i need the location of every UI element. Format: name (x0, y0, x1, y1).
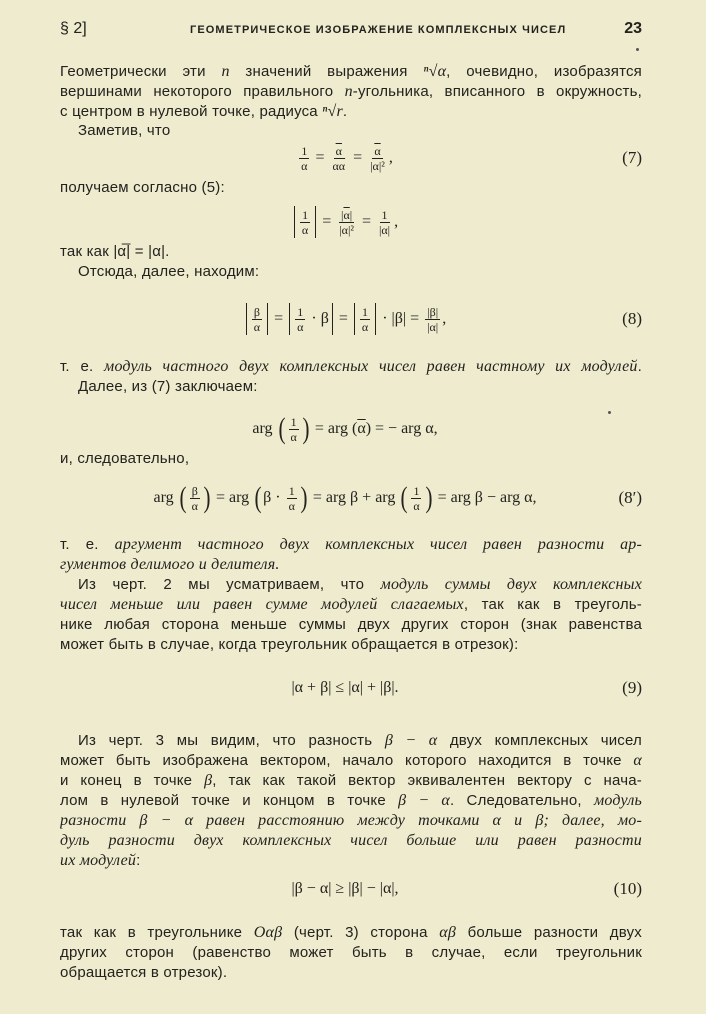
denominator (411, 499, 421, 513)
conjugate-symbol: $\overline{\alpha}$ (343, 207, 350, 222)
text: получаем согласно (5): (60, 179, 225, 196)
text: , очевидно, изобразятся (446, 63, 642, 80)
italic-text: n (221, 63, 230, 80)
denominator (337, 223, 356, 237)
math-text: α (413, 498, 420, 513)
text: обращается в отрезок). (60, 964, 228, 981)
numerator (299, 144, 309, 159)
math-text: α (253, 319, 261, 334)
text: , так как в треуголь- (463, 596, 642, 613)
text: Геометрически эти (60, 63, 222, 80)
math-text: |α|² (370, 158, 385, 173)
equation-number: (9) (622, 678, 642, 697)
equation (60, 200, 630, 244)
text-line (60, 751, 642, 771)
denominator (289, 430, 299, 444)
page-number: 23 (624, 20, 642, 37)
absolute-value (294, 206, 316, 238)
math-text: arg (252, 420, 277, 437)
text-line (60, 242, 642, 262)
denominator (368, 159, 387, 173)
math-text: = (334, 310, 352, 327)
denominator (252, 320, 262, 334)
math-text: , (442, 310, 447, 327)
right-paren: ) (302, 412, 310, 445)
math-text: = arg β − arg α, (433, 489, 537, 506)
numerator (287, 484, 297, 499)
text-line (60, 635, 642, 655)
numerator (411, 484, 421, 499)
fraction (299, 144, 309, 173)
text: больше разности двух (456, 924, 642, 941)
math-text: β (253, 304, 260, 319)
text-line (60, 923, 642, 943)
text-line (60, 449, 642, 469)
absolute-value (354, 303, 376, 335)
text: может быть изображена вектором, начало которого находится в точке (60, 752, 634, 769)
text-line (60, 178, 642, 198)
text-line (60, 831, 642, 851)
italic-text: αβ (439, 924, 457, 941)
text: : (136, 852, 141, 869)
text: так как в треугольнике (60, 924, 254, 941)
math-text: |β − α| ≥ |β| − |α|, (291, 880, 399, 897)
numerator (295, 305, 305, 320)
text-line (60, 811, 642, 831)
math-text: |α + β| ≤ |α| + |β|. (291, 679, 399, 696)
conjugate-symbol: $\overline{\alpha}$ (374, 143, 381, 158)
italic-text: Oαβ (253, 924, 283, 941)
math-text: 1 (290, 414, 297, 429)
text-line (60, 357, 642, 377)
fraction (337, 208, 356, 237)
math-text: | (341, 207, 344, 222)
text: и, следовательно, (60, 450, 190, 467)
left-paren: ( (400, 481, 408, 514)
left-paren: ( (179, 481, 187, 514)
math-text: = arg β + arg (308, 489, 400, 506)
fraction (190, 484, 200, 513)
text-line (60, 943, 642, 963)
fraction (300, 208, 310, 237)
text-line (60, 963, 642, 983)
equation (60, 136, 630, 180)
equation-number: (10) (613, 879, 642, 898)
math-text: α (191, 498, 198, 513)
italic-text: гументов делимого и делителя. (60, 556, 280, 573)
text: значений выражения (229, 63, 424, 80)
italic-text: β − α (384, 732, 438, 749)
fraction (368, 144, 387, 173)
absolute-value (289, 303, 333, 335)
math-text: |β| (427, 304, 439, 319)
numerator (252, 305, 262, 320)
math-text: α (361, 319, 369, 334)
denominator (331, 159, 348, 173)
parenthesized (399, 483, 433, 513)
numerator (334, 144, 344, 159)
conjugate-symbol: $\overline{\alpha}$ (357, 420, 366, 437)
fraction (252, 305, 262, 334)
text-line (60, 771, 642, 791)
math-text: |α|² (339, 222, 354, 237)
equation (60, 407, 630, 451)
equation (60, 666, 630, 710)
text: т. е. (60, 358, 105, 375)
math-text: 1 (288, 483, 295, 498)
math-text: = (318, 213, 336, 230)
conjugate-symbol: $\overline{\alpha}$ (338, 158, 346, 173)
text: и конец в точке (60, 772, 205, 789)
text: лом в нулевой точке и концом в точке (60, 792, 399, 809)
math-text: · β (307, 310, 329, 327)
text-line (60, 62, 642, 82)
math-text: = arg (211, 489, 254, 506)
text: нике любая сторона меньше суммы двух других сторон (знак равенства (60, 616, 642, 633)
text: Из черт. 3 мы видим, что разность (78, 732, 385, 749)
text-line (78, 731, 642, 751)
text: может быть в случае, когда треугольник обращается в отрезок): (60, 636, 519, 653)
math-text: α (288, 498, 295, 513)
text-line (60, 615, 642, 635)
running-title: ГЕОМЕТРИЧЕСКОЕ ИЗОБРАЖЕНИЕ КОМПЛЕКСНЫХ ЧИСЕЛ (190, 24, 567, 36)
math-text: 1 (362, 304, 369, 319)
math-text: α (301, 222, 309, 237)
text: т. е. (60, 536, 115, 553)
parenthesized (253, 483, 309, 513)
math-text: , (394, 213, 399, 230)
text-line (60, 102, 642, 122)
denominator (360, 320, 370, 334)
math-text: = (311, 149, 329, 166)
math-text: 1 (301, 143, 308, 158)
italic-text: чисел меньше или равен сумме модулей слагаемых (60, 596, 464, 613)
italic-text: разности β − α равен расстоянию между точками α и β; далее, мо- (60, 812, 642, 829)
text: Далее, из (7) заключаем: (78, 378, 258, 395)
numerator (360, 305, 370, 320)
text-line (60, 535, 642, 555)
text: . (637, 358, 642, 375)
denominator (425, 320, 440, 334)
denominator (190, 499, 200, 513)
text: , так как такой вектор эквивалентен вектору с нача- (212, 772, 642, 789)
italic-text: ⁿ√r (322, 103, 343, 120)
numerator (339, 208, 354, 223)
equation-number: (8) (622, 309, 642, 328)
numerator (372, 144, 382, 159)
left-paren: ( (254, 481, 262, 514)
italic-text: ⁿ√α (423, 63, 447, 80)
text: (черт. 3) сторона (282, 924, 440, 941)
math-text: β · (263, 489, 285, 506)
numerator (300, 208, 310, 223)
math-text: · |β| = (378, 310, 424, 327)
text-line (60, 555, 642, 575)
fraction (287, 484, 297, 513)
text-line (78, 377, 642, 397)
right-paren: ) (300, 481, 308, 514)
fraction (377, 208, 392, 237)
text-line (78, 262, 642, 282)
fraction (289, 415, 299, 444)
math-text: 1 (413, 483, 420, 498)
absolute-value (246, 303, 268, 335)
math-text: = (357, 213, 375, 230)
equation (60, 476, 630, 520)
math-text: arg (153, 489, 178, 506)
math-text: α (297, 319, 304, 334)
fraction (295, 305, 305, 334)
math-text: α (332, 158, 339, 173)
italic-text: модуль суммы двух комплексных (380, 576, 642, 593)
italic-text: n (344, 83, 353, 100)
math-text: |α| (378, 222, 391, 237)
italic-text: модуль частного двух комплексных чисел равен частному их модулей (104, 358, 638, 375)
numerator (190, 484, 200, 499)
text: двух комплексных чисел (437, 732, 642, 749)
text: других сторон (равенство может быть в случае, если треугольник (60, 944, 642, 961)
fraction (360, 305, 370, 334)
fraction (411, 484, 421, 513)
denominator (295, 320, 305, 334)
scan-speck (608, 411, 611, 414)
text: с центром в нулевой точке, радиуса (60, 103, 323, 120)
italic-text: β (204, 772, 213, 789)
equation (60, 867, 630, 911)
denominator (299, 159, 309, 173)
text: . Следовательно, (449, 792, 594, 809)
italic-text: β − α (398, 792, 450, 809)
numerator (425, 305, 440, 320)
equation-number: (7) (622, 148, 642, 167)
parenthesized (178, 483, 212, 513)
right-paren: ) (203, 481, 211, 514)
fraction (331, 144, 348, 173)
math-text: α (290, 429, 297, 444)
text-line (60, 791, 642, 811)
text-line (60, 82, 642, 102)
denominator (377, 223, 392, 237)
math-text: α (301, 158, 308, 173)
italic-text: их модулей (60, 852, 137, 869)
math-text: 1 (297, 304, 304, 319)
math-text: | (349, 207, 353, 222)
math-text: 1 (302, 207, 309, 222)
section-number: § 2] (60, 20, 87, 37)
numerator (380, 208, 390, 223)
math-text: ) = − arg α, (365, 420, 438, 437)
italic-text: дуль разности двух комплексных чисел больше или равен разности (60, 832, 642, 849)
numerator (289, 415, 299, 430)
text: -угольника, вписанного в окружность, (352, 83, 642, 100)
equation (60, 297, 630, 341)
text: так как |α̅| = |α|. (60, 243, 170, 260)
text: Из черт. 2 мы усматриваем, что (78, 576, 381, 593)
math-text: 1 (381, 207, 388, 222)
math-text: = (349, 149, 367, 166)
text-line (78, 575, 642, 595)
right-paren: ) (425, 481, 433, 514)
denominator (287, 499, 297, 513)
text: . (342, 103, 348, 120)
fraction (425, 305, 440, 334)
math-text: |α| (427, 319, 439, 334)
denominator (300, 223, 310, 237)
equation-number: (8′) (618, 488, 642, 507)
text: Заметив, что (78, 122, 171, 139)
text-line (60, 595, 642, 615)
math-text: β (191, 483, 198, 498)
math-text: , (388, 149, 393, 166)
parenthesized (277, 414, 311, 444)
italic-text: аргумент частного двух комплексных чисел равен разности ар- (114, 536, 642, 553)
math-text: = (270, 310, 288, 327)
left-paren: ( (278, 412, 286, 445)
conjugate-symbol: $\overline{\alpha}$ (335, 143, 342, 158)
math-text: = arg ( (310, 420, 358, 437)
italic-text: α (633, 752, 642, 769)
text: вершинами некоторого правильного (60, 83, 345, 100)
scan-speck (636, 48, 639, 51)
italic-text: модуль (593, 792, 642, 809)
text: Отсюда, далее, находим: (78, 263, 260, 280)
